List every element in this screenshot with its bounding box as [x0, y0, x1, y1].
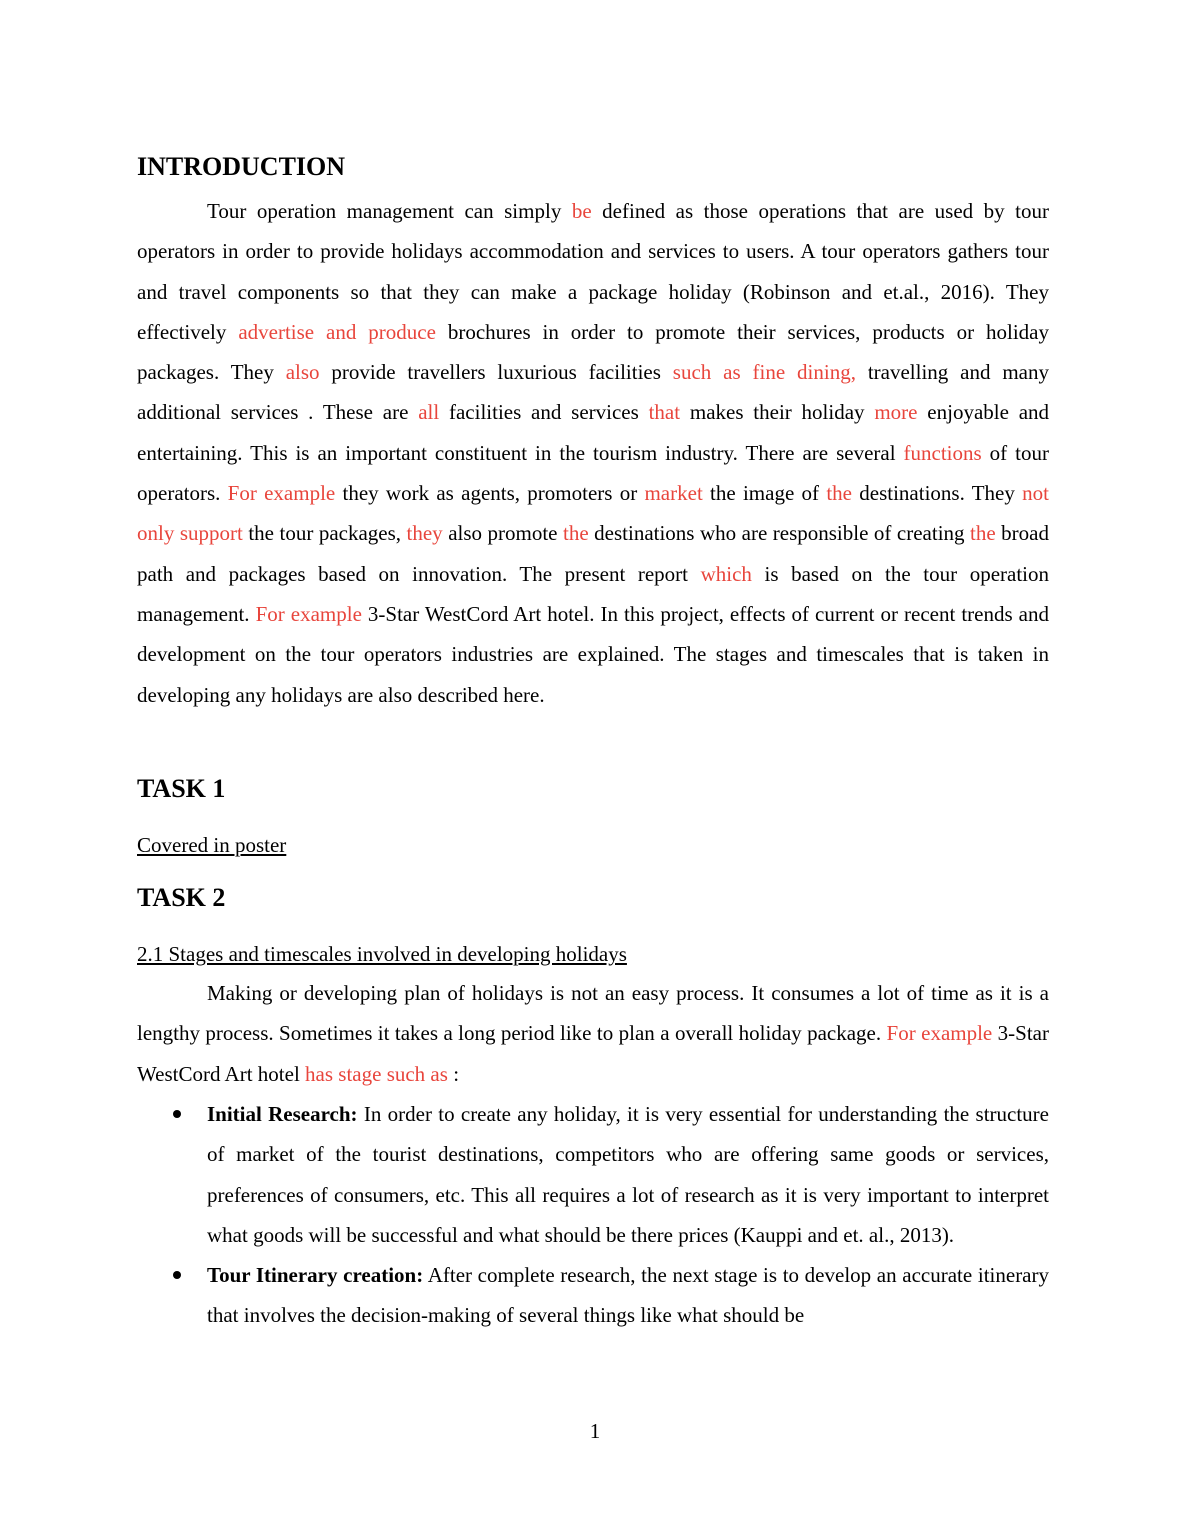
intro-highlight: advertise and produce [238, 319, 436, 344]
task2-highlight: For example [886, 1021, 998, 1046]
intro-highlight: the [826, 481, 852, 506]
intro-text: facilities and services [439, 400, 649, 425]
intro-highlight: more [874, 400, 918, 425]
intro-text: 3-Star WestCord Art hotel. In this project, effects of current or recent trends and development on the tour operators industries are explained. The stages and timescales that is taken in developing any holidays are also described here. [137, 601, 1049, 707]
heading-introduction: INTRODUCTION [137, 152, 346, 181]
bullet-icon [173, 1110, 181, 1118]
bullet-title: Initial Research: [207, 1102, 358, 1126]
intro-highlight: be [571, 199, 592, 223]
intro-text: makes their holiday [680, 400, 875, 425]
intro-text: also promote [448, 521, 563, 546]
bullet-title: Tour Itinerary creation: [207, 1263, 424, 1288]
intro-text: enjoyable and entertaining. This is an important constituent in the tourism industry. There are several [137, 400, 1050, 465]
intro-highlight: not only support [137, 481, 1049, 546]
intro-text: destinations who are responsible of creating [588, 521, 971, 546]
intro-text: brochures in order to promote their services, products or holiday packages. They [137, 319, 1049, 385]
intro-text: is based on the tour operation management. [137, 561, 1050, 626]
page-number: 1 [589, 1419, 601, 1443]
intro-highlight: such as fine dining, [672, 360, 856, 385]
intro-text: of tour operators. [137, 440, 1049, 506]
intro-highlight: the [970, 521, 996, 546]
intro-text: provide travellers luxurious facilities [319, 360, 673, 385]
intro-highlight: they [406, 521, 449, 546]
task2-text: Making or developing plan of holidays is not an easy process. It consumes a lot of time as it is a lengthy process. Sometimes it takes a long period like to plan a overall holiday package. [137, 981, 1049, 1046]
heading-task-2: TASK 2 [137, 883, 226, 912]
list-item [207, 1094, 1049, 1255]
introduction-paragraph [137, 191, 1049, 715]
bullet-text: After complete research, the next stage is to develop an accurate itinerary that involves the decision-making of several things like what should be [207, 1263, 1049, 1328]
task2-text: : [447, 1061, 460, 1086]
intro-text: Tour operation management can simply [207, 199, 572, 223]
intro-highlight: which [700, 561, 752, 586]
bullet-text: In order to create any holiday, it is very essential for understanding the structure of market of the tourist destinations, competitors who are offering same goods or services, preferences of consumers, etc. This all requires a lot of research as it is very important to interpret what goods will be successful and what should be there prices (Kauppi and et. al., 2013). [207, 1102, 1049, 1247]
bullet-icon [173, 1271, 181, 1279]
task1-subheading: Covered in poster [137, 833, 287, 857]
intro-text: destinations. They [851, 481, 1023, 506]
intro-text: they work as agents, promoters or [335, 481, 645, 506]
stages-list [207, 1094, 1049, 1336]
intro-text: defined as those operations that are used by tour operators in order to provide holidays accommodation and services to users. A tour operators gathers tour and travel components so that they can make a package holiday (Robinson and et.al., 2016). They effectively [137, 199, 1050, 344]
intro-highlight: all [418, 400, 440, 425]
intro-text: travelling and many additional services . These are [137, 360, 1049, 425]
intro-text: the image of [702, 481, 827, 506]
intro-highlight: functions [903, 440, 982, 465]
intro-highlight: market [644, 481, 703, 506]
task2-paragraph [137, 973, 1049, 1094]
intro-highlight: For example [255, 601, 362, 626]
heading-task-1: TASK 1 [137, 774, 226, 803]
list-item [207, 1255, 1049, 1336]
task2-text: 3-Star WestCord Art hotel [137, 1021, 1049, 1086]
task2-highlight: has stage such as [305, 1061, 448, 1086]
intro-highlight: For example [227, 481, 336, 506]
intro-highlight: that [648, 400, 681, 425]
intro-highlight: the [563, 521, 589, 546]
intro-highlight: also [285, 360, 320, 385]
task2-subheading: 2.1 Stages and timescales involved in developing holidays [137, 942, 627, 966]
intro-text: broad path and packages based on innovation. The present report [137, 521, 1049, 586]
intro-text: the tour packages, [242, 521, 407, 546]
